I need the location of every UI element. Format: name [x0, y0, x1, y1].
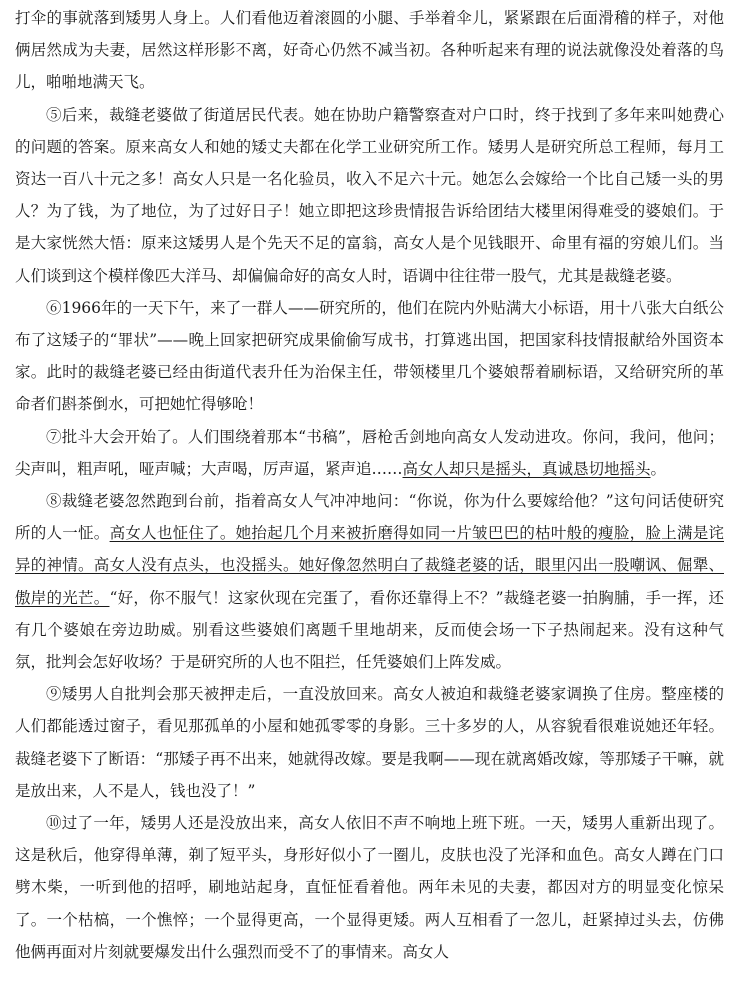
paragraph-continued [15, 2, 724, 99]
underlined-sentence: 高女人也怔住了。她抬起几个月来被折磨得如同一片皱巴巴的枯叶般的瘦脸，脸上满是诧异的神情。高女人没有点头，也没摇头。她好像忽然明白了裁缝老婆的话，眼里闪出一股嘲讽、倔犟、傲岸的光芒。 [15, 524, 724, 607]
paragraph-10 [15, 807, 724, 968]
paragraph-text: ⑧裁缝老婆忽然跑到台前，指着高女人气冲冲地问：“你说，你为什么要嫁给他？”这句问话使研究所的人一怔。 [15, 492, 724, 543]
paragraph-5 [15, 99, 724, 292]
paragraph-9 [15, 678, 724, 807]
paragraph-text: ⑨矮男人自批判会那天被押走后，一直没放回来。高女人被迫和裁缝老婆家调换了住房。整座楼的人们都能透过窗子，看见那孤单的小屋和她孤零零的身影。三十多岁的人，从容貌看很难说她还年轻。裁缝老婆下了断语：“那矮子再不出来，她就得改嫁。要是我啊——现在就离婚改嫁，等那矮子干嘛，就是放出来，人不是人，钱也没了！” [15, 685, 724, 800]
paragraph-text: 。 [650, 459, 667, 478]
paragraph-8 [15, 485, 724, 678]
paragraph-text: ⑦批斗大会开始了。人们围绕着那本“书稿”，唇枪舌剑地向高女人发动进攻。你问，我问，他问；尖声叫，粗声吼，哑声喊；大声喝，厉声逼，紧声追…… [15, 427, 724, 478]
paragraph-text: “好，你不服气！这家伙现在完蛋了，看你还靠得上不？”裁缝老婆一拍胸脯，手一挥，还有几个婆娘在旁边助威。别看这些婆娘们离题千里地胡来，反而使会场一下子热闹起来。没有这种气氛，批判会怎好收场？于是研究所的人也不阻拦，任凭婆娘们上阵发威。 [15, 588, 724, 672]
paragraph-text: ⑩过了一年，矮男人还是没放出来，高女人依旧不声不响地上班下班。一天，矮男人重新出现了。这是秋后，他穿得单薄，剃了短平头，身形好似小了一圈儿，皮肤也没了光泽和血色。高女人蹲在门口劈木柴，一听到他的招呼，刷地站起身，直怔怔看着他。两年未见的夫妻，都因对方的明显变化惊呆了。一个枯槁，一个憔悴；一个显得更高，一个显得更矮。两人互相看了一忽儿，赶紧掉过头去，仿佛他俩再面对片刻就要爆发出什么强烈而受不了的事情来。高女人 [15, 814, 724, 961]
underlined-sentence: 高女人却只是摇头，真诚恳切地摇头 [402, 459, 651, 478]
paragraph-7 [15, 421, 724, 485]
paragraph-text: ⑥1966年的一天下午，来了一群人——研究所的，他们在院内外贴满大小标语，用十八张大白纸公布了这矮子的“罪状”——晚上回家把研究成果偷偷写成书，打算逃出国，把国家科技情报献给外国资本家。此时的裁缝老婆已经由街道代表升任为治保主任，带领楼里几个婆娘帮着刷标语，又给研究所的革命者们斟茶倒水，可把她忙得够呛！ [15, 298, 724, 414]
paragraph-text: ⑤后来，裁缝老婆做了街道居民代表。她在协助户籍警察查对户口时，终于找到了多年来叫她费心的问题的答案。原来高女人和她的矮丈夫都在化学工业研究所工作。矮男人是研究所总工程师，每月工资达一百八十元之多！高女人只是一名化验员，收入不足六十元。她怎么会嫁给一个比自己矮一头的男人？为了钱，为了地位，为了过好日子！她立即把这珍贵情报告诉给团结大楼里闲得难受的婆娘们。于是大家恍然大悟：原来这矮男人是个先天不足的富翁，高女人是个见钱眼开、命里有福的穷娘儿们。当人们谈到这个模样像匹大洋马、却偏偏命好的高女人时，语调中往往带一股气，尤其是裁缝老婆。 [15, 105, 724, 285]
paragraph-6 [15, 292, 724, 421]
paragraph-text: 打伞的事就落到矮男人身上。人们看他迈着滚圆的小腿、手举着伞儿，紧紧跟在后面滑稽的样子，对他俩居然成为夫妻，居然这样形影不离，好奇心仍然不减当初。各种听起来有理的说法就像没处着落的鸟儿，啪啪地满天飞。 [15, 9, 724, 92]
